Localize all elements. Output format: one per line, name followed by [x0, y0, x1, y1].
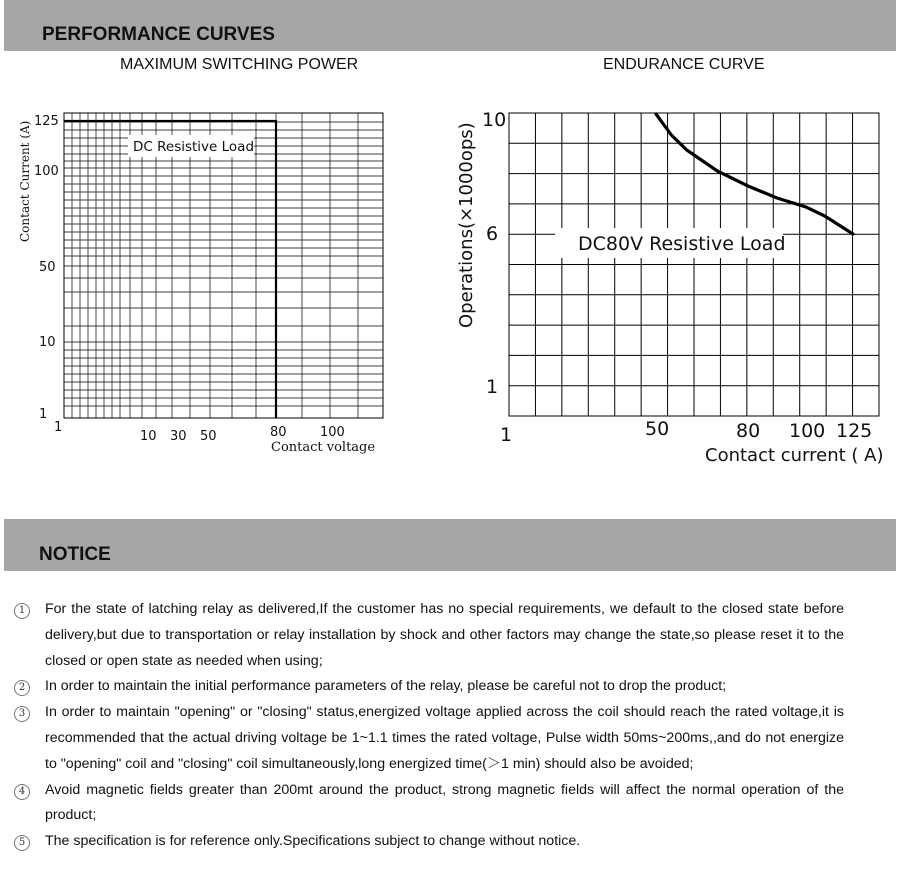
annotation-dc-resistive-load: DC Resistive Load — [133, 139, 255, 155]
notice-text: In order to maintain "opening" or "closing" status,energized voltage applied across the coil should reach the rated voltage,it is recommended that the actual driving voltage be 1~1.1 times the rated voltage, Pulse width 50ms~200ms,,and do not energize to "opening" coil and "closing" coil simultaneously,long energized time(＞1 min) should also be avoided; — [45, 704, 844, 772]
notice-item — [14, 829, 844, 855]
notice-text: For the state of latching relay as delivered,If the customer has no special requirements, we default to the closed state before delivery,but due to transportation or relay installation by shock and other factors may change the state,so please reset it to the closed or open state as needed when using; — [45, 601, 844, 669]
notice-header — [4, 519, 896, 571]
chart-title-endurance: ENDURANCE CURVE — [603, 56, 765, 73]
x-tick-label: 10 — [140, 429, 157, 444]
section-title: PERFORMANCE CURVES — [42, 24, 275, 45]
x-tick-label: 125 — [836, 420, 873, 442]
notice-item — [14, 597, 844, 674]
notice-number: 5 — [14, 835, 30, 851]
x-axis-label: Contact voltage — [271, 440, 376, 455]
x-axis-label: Contact current ( A) — [705, 445, 884, 466]
notice-number: 2 — [14, 680, 30, 696]
y-tick-label: 100 — [34, 164, 59, 179]
notice-number: 3 — [14, 706, 30, 722]
endurance-chart — [440, 100, 890, 470]
annotation-dc80v-resistive-load: DC80V Resistive Load — [578, 233, 786, 255]
y-tick-label: 10 — [482, 109, 507, 131]
x-tick-label: 1 — [54, 420, 63, 435]
section-title: NOTICE — [39, 544, 111, 565]
chart-grid — [64, 113, 383, 418]
notice-item — [14, 700, 844, 777]
chart-title-switching-power: MAXIMUM SWITCHING POWER — [120, 56, 359, 73]
notice-list — [14, 597, 844, 855]
chart-grid — [509, 113, 879, 416]
y-tick-label: 1 — [486, 376, 499, 398]
x-tick-label: 80 — [270, 425, 287, 440]
notice-text: In order to maintain the initial performance parameters of the relay, please be careful not to drop the product; — [45, 678, 727, 695]
notice-number: 4 — [14, 784, 30, 800]
performance-curves-header — [4, 0, 896, 51]
switching-power-chart — [0, 95, 400, 465]
y-tick-label: 10 — [39, 335, 56, 350]
x-tick-label: 50 — [200, 429, 217, 444]
x-tick-label: 30 — [170, 429, 187, 444]
x-tick-label: 50 — [645, 418, 670, 440]
notice-text: The specification is for reference only.Specifications subject to change without notice. — [45, 833, 581, 850]
y-axis-label: Contact Current (A) — [18, 120, 32, 242]
y-axis-label: Operations(×1000ops) — [456, 122, 477, 328]
x-tick-label: 1 — [500, 424, 513, 446]
y-tick-label: 6 — [486, 223, 499, 245]
notice-text: Avoid magnetic fields greater than 200mt around the product, strong magnetic fields will affect the normal operation of the product; — [45, 781, 844, 824]
notice-item — [14, 778, 844, 830]
notice-number: 1 — [14, 603, 30, 619]
x-tick-label: 100 — [789, 420, 826, 442]
y-tick-label: 125 — [34, 114, 59, 129]
y-tick-label: 1 — [39, 407, 48, 422]
y-tick-label: 50 — [39, 260, 56, 275]
x-tick-label: 100 — [320, 425, 345, 440]
notice-item — [14, 674, 844, 700]
x-tick-label: 80 — [736, 420, 761, 442]
